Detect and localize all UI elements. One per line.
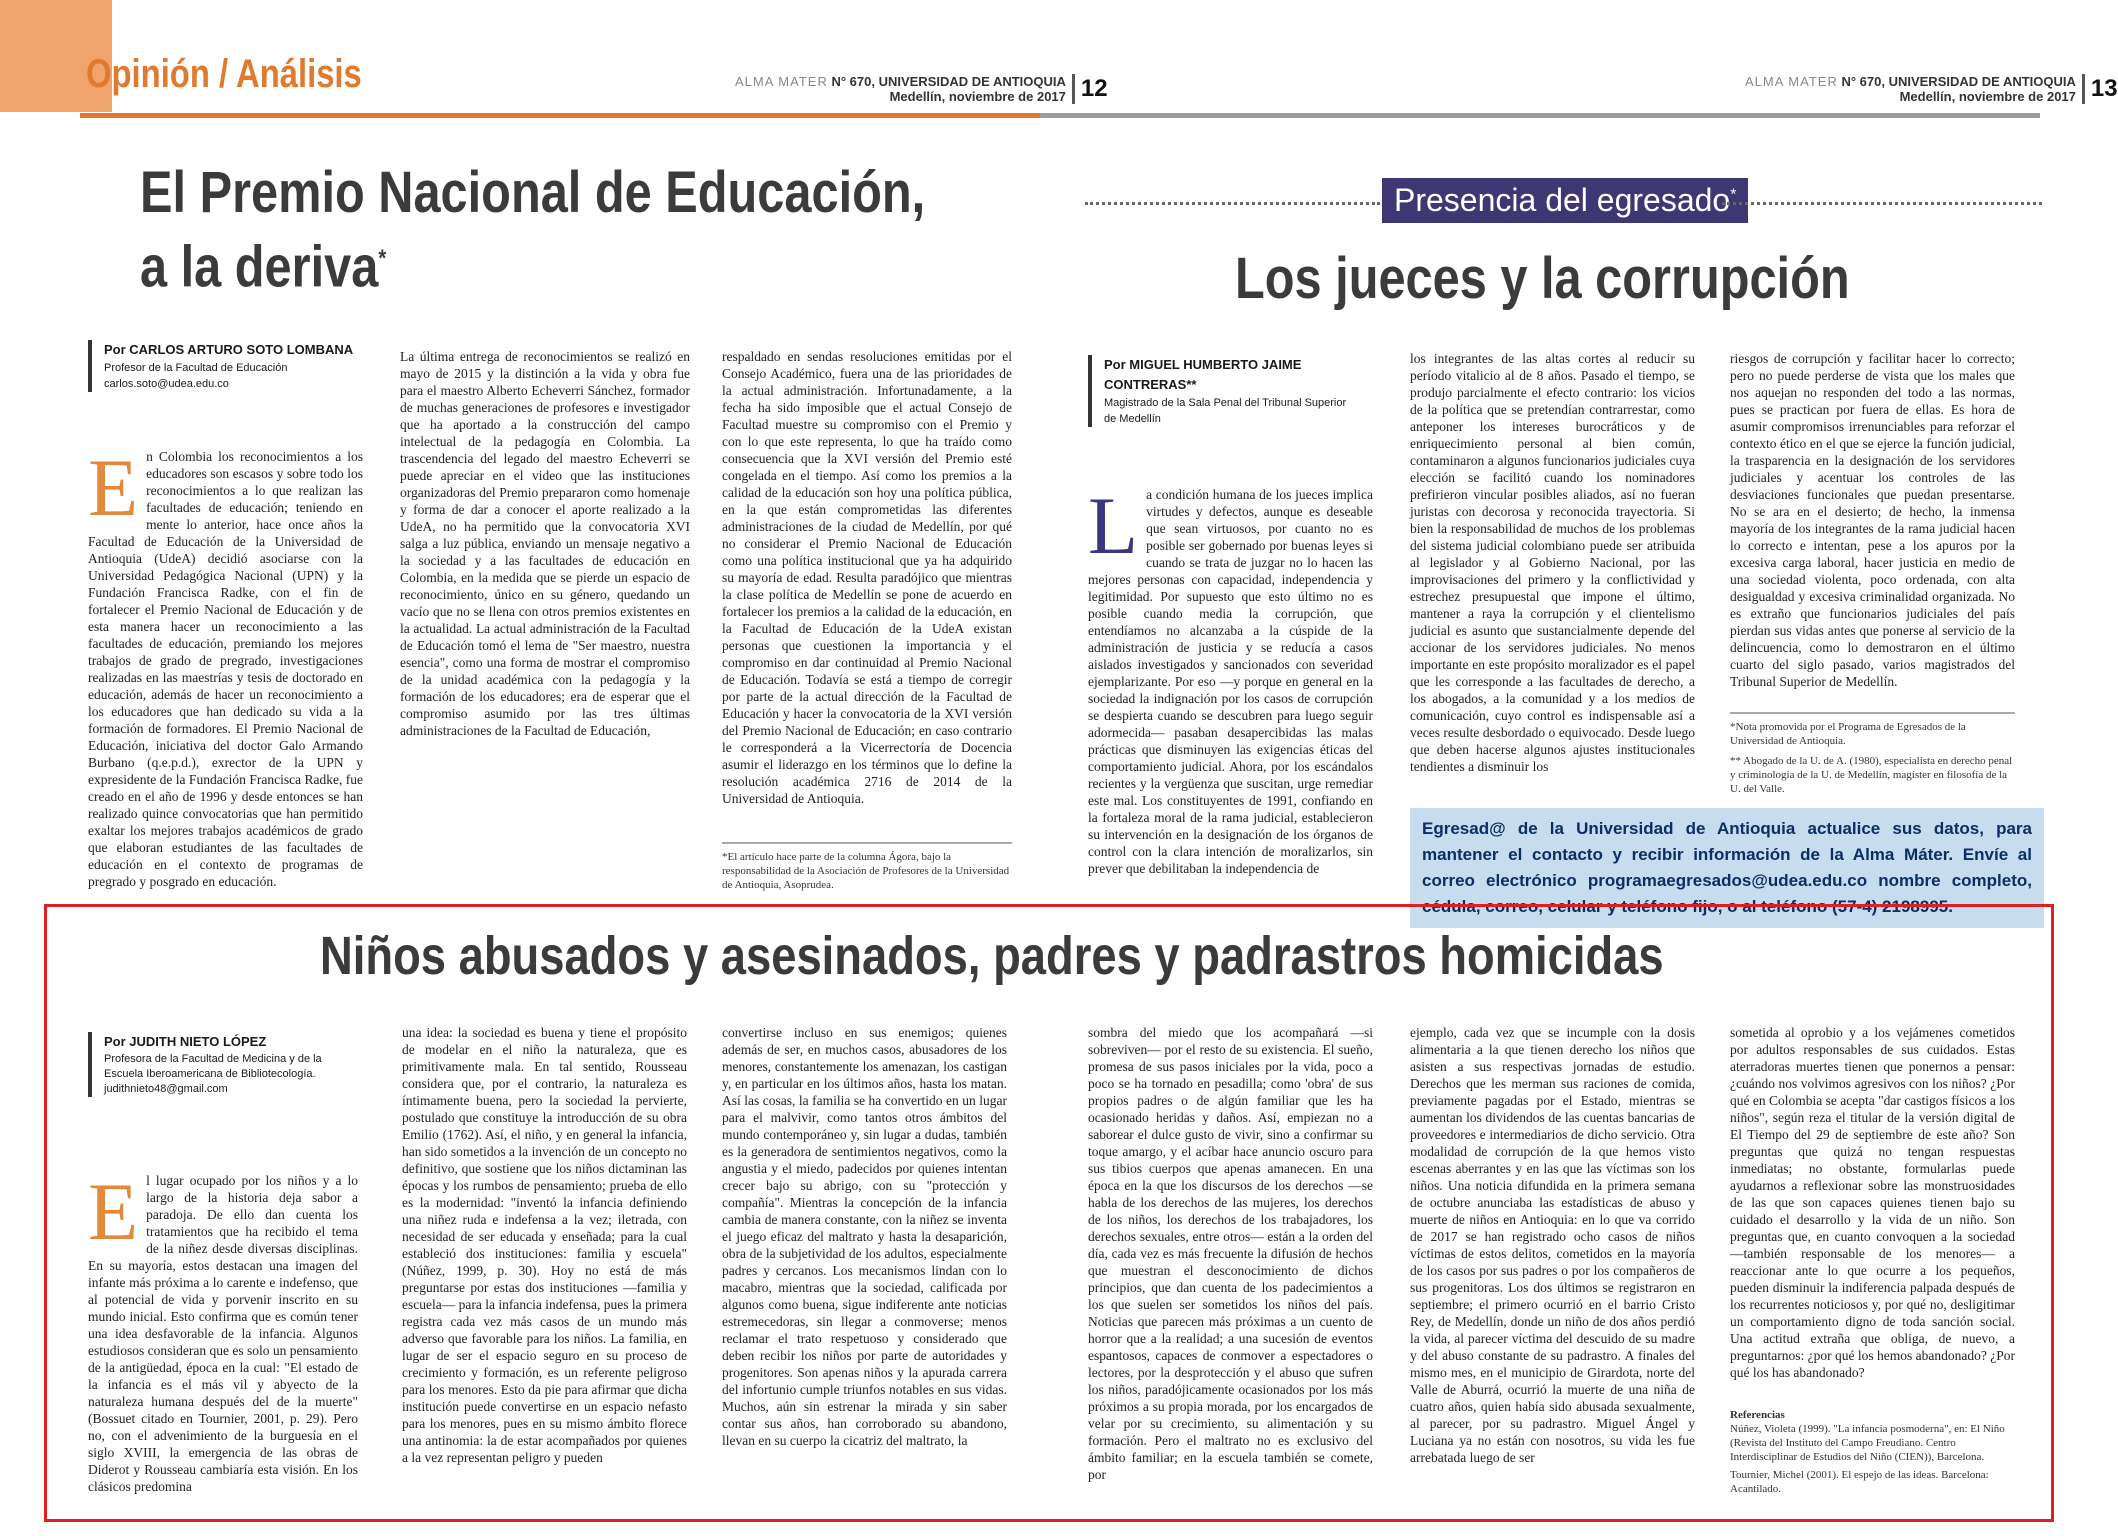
references-title: Referencias bbox=[1730, 1409, 1785, 1421]
article1-column-2 bbox=[400, 348, 690, 888]
article2-column-3 bbox=[1730, 350, 2015, 690]
article3-byline bbox=[88, 1032, 349, 1097]
column-text: n Colombia los reconocimientos a los educadores son escasos y sobre todo los reconocimientos a lo que realizan las facultades de educación; teniendo en mente lo anterior, hace once años la Facultad de Educación de la Universidad de Antioquia (UdeA) decidió asociarse con la Universidad Pedagógica Nacional (UPN) y la Fundación Francisca Radke, con el fin de fortalecer el Premio Nacional de Educación y de esta manera hacer un reconocimiento a las facultades de educación, premiando los mejores trabajos de grado de pregrado, investigaciones realizadas en las maestrías y tesis de doctorado en educación, además de hacer un reconocimiento a los educadores que han dedicado su vida a la formación de formadores. El Premio Nacional de Educación, iniciativa del doctor Galo Armando Burbano (q.e.p.d.), exrector de la UPN y expresidente de la Fundación Francisca Radke, fue creado en el año de 1996 y desde entonces se han realizado quince convocatorias que han permitido exaltar los mejores trabajos académicos de grado que elaboran estudiantes de las facultades de educación en el contexto de programas de pregrado y posgrado en educación. bbox=[88, 449, 363, 889]
kicker-footnote-mark: * bbox=[1730, 186, 1737, 204]
article3-headline: Niños abusados y asesinados, padres y padrastros homicidas bbox=[320, 926, 1664, 986]
section-title: Opinión / Análisis bbox=[86, 52, 362, 96]
article1-headline bbox=[140, 160, 925, 300]
reference-item: Tournier, Michel (2001). El espejo de las ideas. Barcelona: Acantilado. bbox=[1730, 1469, 1989, 1495]
masthead-paper: ALMA MATER bbox=[735, 74, 828, 89]
author-role: Profesora de la Facultad de Medicina y de la Escuela Iberoamericana de Bibliotecología. bbox=[104, 1053, 322, 1080]
article3-references bbox=[1730, 1408, 2015, 1496]
article1-byline bbox=[88, 340, 354, 392]
article1-footnote: *El artículo hace parte de la columna Ágora, bajo la responsabilidad de la Asociación de Profesores de la Universidad de Antioquia, Asoprudea. bbox=[722, 842, 1012, 892]
article1-column-3 bbox=[722, 348, 1012, 828]
article2-kicker bbox=[1382, 178, 1748, 223]
column-text: a condición humana de los jueces implica virtudes y defectos, aunque es deseable que sean virtuosos, por cuanto no es posible ser gobernado por buenas leyes si cuando se trata de juzgar no lo hacen las mejores personas con capacidad, independencia y legitimidad. Por supuesto que esto último no es posible cuando media la corrupción, que entendíamos no alcanzaba a la cúspide de la administración de justicia y se reducía a casos aislados investigados y sancionados con severidad ejemplarizante. Por eso —y porque en general en la sociedad la indignación por los casos de corrupción se despierta cuando se descubren para luego seguir adormecida— pasaban desapercibidas las malas prácticas que disminuyen las exigencias éticas del comportamiento judicial. Ahora, por los escándalos recientes y la vergüenza que suscitan, urge remediar este mal. Los constituyentes de 1991, confiando en la fortaleza moral de la rama judicial, establecieron su intervención en la designación de los órganos de control con la clara intención de moralizarlos, sin prever que debilitaban la independencia de bbox=[1088, 487, 1373, 876]
article3-column-2 bbox=[402, 1024, 687, 1494]
masthead-date: Medellín, noviembre de 2017 bbox=[1899, 89, 2076, 104]
author-role: Magistrado de la Sala Penal del Tribunal Superior de Medellín bbox=[1104, 397, 1347, 425]
masthead-left bbox=[735, 74, 1108, 104]
reference-item: Núñez, Violeta (1999). "La infancia posmoderna", en: El Niño (Revista del Instituto del Campo Freudiano. Centro Interdisciplinar de Estudios del Niño (CIEN)), Barcelona. bbox=[1730, 1423, 2005, 1463]
drop-cap: L bbox=[1088, 480, 1139, 571]
masthead-issue: N° 670, UNIVERSIDAD DE ANTIOQUIA bbox=[1841, 74, 2076, 89]
article3-column-6 bbox=[1730, 1024, 2015, 1400]
column-text: riesgos de corrupción y facilitar hacer lo correcto; pero no puede perderse de vista que los males que nos aquejan no responden del todo a las normas, pues se practican por fuera de ellas. Es hora de asumir compromisos irrenunciables para reforzar el contexto ético en el que se ejerce la función judicial, la trasparencia en la designación de los servidores judiciales y acentuar los controles de las desviaciones funcionales que puedan presentarse. No se ara en el desierto; de hecho, la inmensa mayoría de los integrantes de la rama judicial hacen lo correcto e intentan, pese a los apuros por la excesiva carga laboral, hacer justicia en medio de una sociedad violenta, poco ordenada, con alta desigualdad y excesiva criminalidad organizada. No es extraño que funcionarios judiciales del país pierdan sus vidas antes que ponerse al servicio de la delincuencia, como lo demostraron en el último cuarto del siglo pasado, varios magistrados del Tribunal Superior de Medellín. bbox=[1730, 351, 2015, 689]
article2-column-1 bbox=[1088, 480, 1373, 886]
footnote-2: ** Abogado de la U. de A. (1980), especialista en derecho penal y criminología de la U. de Medellín, magíster en filosofía de la U. del Valle. bbox=[1730, 755, 2013, 795]
article2-headline: Los jueces y la corrupción bbox=[1235, 246, 1850, 311]
masthead-issue: N° 670, UNIVERSIDAD DE ANTIOQUIA bbox=[831, 74, 1066, 89]
article3-column-1 bbox=[88, 1166, 358, 1494]
author-email[interactable]: judithnieto48@gmail.com bbox=[104, 1083, 228, 1095]
column-text: ejemplo, cada vez que se incumple con la dosis alimentaria a la que tienen derecho los niños que asisten a sus respectivas jornadas de estudio. Derechos que les merman sus raciones de comida, previamente pagadas por el Estado, mientras se aumentan los dividendos de las cuentas bancarias de proveedores e intermediarios de dicho servicio. Otra modalidad de corrupción de la que hemos visto escenas aberrantes y en las que las víctimas son los niños. Una noticia difundida en la primera semana de octubre anunciaba las estadísticas de abuso y muerte de niños en Antioquia: en lo que va corrido de 2017 se han registrado ocho casos de niños víctimas de estos delitos, cometidos en la mayoría de los casos por sus padres o por los compañeros de sus progenitoras. Los dos últimos se registraron en septiembre; el primero ocurrió en el barrio Cristo Rey, de Medellín, donde un niño de dos años perdió la vida, al parecer víctima del descuido de su madre y del abuso constante de su padrastro. A finales del mismo mes, en el municipio de Girardota, norte del Valle de Aburrá, ocurrió la muerte de una niña de cuatro años, quien había sido abusada sexualmente, al parecer, por su padrastro. Miguel Ángel y Luciana ya no están con nosotros, su vida les fue arrebatada luego de ser bbox=[1410, 1025, 1695, 1465]
column-text: sombra del miedo que los acompañará —si sobreviven— por el resto de su existencia. El sueño, promesa de sus pasos iniciales por la vida, poco a poco se ha tornado en pesadilla; como 'obra' de sus propios padres o de algún familiar que les ha ocasionado heridas y daños. Así, empiezan no a saborear el dulce gusto de vivir, sino a confirmar su toque amargo, y el acíbar hace anuncio oscuro para sus tibios cuerpos que apenas amanecen. En una época en la que los discursos de los derechos —se habla de los derechos de las mujeres, los derechos de los niños, los derechos de los trabajadores, los derechos sexuales, entre otros— están a la orden del día, cada vez es más frecuente la difusión de hechos que muestran el desconocimiento de dichos principios, que dan cuenta de los padecimientos a los que suelen ser sometidos los niños del país. Noticias que parecen más próximas a un cuento de horror que a la realidad; a una sucesión de eventos espantosos, capaces de conmover a espectadores o lectores, por la desprotección y el abuso que sufren los niños, paradójicamente ocasionados por los más próximos a su propia morada, por los encargados de velar por su crecimiento, su alimentación y su formación. Pero el maltrato no es exclusivo del ámbito familiar; en la escuela también se comete, por bbox=[1088, 1025, 1373, 1482]
article3-column-5 bbox=[1410, 1024, 1695, 1494]
article2-footnotes bbox=[1730, 712, 2015, 796]
headline-line-2: a la deriva bbox=[140, 234, 379, 300]
author-email[interactable]: carlos.soto@udea.edu.co bbox=[104, 378, 229, 390]
section-rule-right bbox=[1040, 113, 2040, 118]
article1-column-1 bbox=[88, 442, 363, 889]
masthead-date: Medellín, noviembre de 2017 bbox=[889, 89, 1066, 104]
page-number: 12 bbox=[1072, 74, 1108, 104]
footnote-1: *Nota promovida por el Programa de Egresados de la Universidad de Antioquia. bbox=[1730, 721, 1966, 747]
article3-column-4 bbox=[1088, 1024, 1373, 1494]
author-name: Por MIGUEL HUMBERTO JAIME CONTRERAS** bbox=[1104, 357, 1302, 392]
kicker-dotted-rule-left bbox=[1085, 202, 1380, 205]
column-text: los integrantes de las altas cortes al reducir su período vitalicio al de 8 años. Pasado el tiempo, se produjo parcialmente el efecto contrario: los vicios de la política que se pretendían contrarrestar, como anteponer los intereses burocráticos y de enriquecimiento personal al bien común, contaminaron a algunos funcionarios judiciales cuya elección se facilitó cuando los nominadores prefirieron vincular posibles aliados, así no fueran juristas con decorosa y reconocida trayectoria. Si bien la responsabilidad de muchos de los problemas del sistema judicial colombiano puede ser atribuida al legislador y al Gobierno Nacional, por las improvisaciones del primero y la conflictividad y estrechez presupuestal que impone el último, mantener a raya la corrupción y el clientelismo judicial es asunto que sustancialmente depende del accionar de los servidores judiciales. No menos importante en este propósito moralizador es el papel que les corresponde a las facultades de derecho, a los abogados, a la comunidad y a los medios de comunicación, cuyo control es indispensable así a veces resulte desbordado o equivocado. Desde luego que deben hacerse algunos ajustes institucionales tendientes a disminuir los bbox=[1410, 351, 1695, 774]
masthead-right bbox=[1745, 74, 2118, 104]
kicker-dotted-rule-right bbox=[1722, 202, 2042, 205]
page-number: 13 bbox=[2082, 74, 2118, 104]
masthead-paper: ALMA MATER bbox=[1745, 74, 1838, 89]
drop-cap: E bbox=[88, 1166, 139, 1257]
drop-cap: E bbox=[88, 442, 139, 533]
egresados-callout: Egresad@ de la Universidad de Antioquia actualice sus datos, para mantener el contacto y recibir información de la Alma Máter. Envíe al correo electrónico programaegresados@udea.edu.co nombre completo, cédula, correo, celular y teléfono fijo, o al teléfono (57-4) 2198995. bbox=[1410, 808, 2044, 928]
column-text: l lugar ocupado por los niños y a lo largo de la historia deja sabor a paradoja. De ello dan cuenta los tratamientos que ha recibido el tema de la niñez desde diversas disciplinas. En su mayoría, estos destacan una imagen del infante más próxima a lo carente e indefenso, que al potencial de vida y porvenir inscrito en su mundo inicial. Esto confirma que es común tener una idea desfavorable de la infancia. Algunos estudiosos consideran que es solo un pensamiento de la antigüedad, época en la cual: "El estado de la infancia es el más vil y abyecto de la naturaleza humana después del de la muerte" (Bossuet citado en Tournier, 2001, p. 29). Pero no, con el advenimiento de la burguesía en el siglo XVIII, la emergencia de las obras de Diderot y Rousseau cambiaría esta visión. En los clásicos predomina bbox=[88, 1173, 358, 1494]
column-text: sometida al oprobio y a los vejámenes cometidos por adultos responsables de sus cuidados. Estas aterradoras muertes tienen que ponernos a pensar: ¿cuándo nos volvimos agresivos con los niños? ¿Por qué en Colombia se acepta "dar castigos físicos a los niños", según reza el titular de la versión digital de El Tiempo del 29 de septiembre de este año? Son preguntas que quizá no tengan respuestas inmediatas; no obstante, formularlas puede ayudarnos a reflexionar sobre las monstruosidades de las que son capaces quienes tienen bajo su cuidado el desarrollo y la vida de un niño. Son preguntas que, en cuanto convoquen a la sociedad —también responsable de los menores— a reaccionar ante lo que ocurre a los pequeños, pueden disminuir la indiferencia palpada después de los recurrentes noticiosos y, por qué no, desligitimar un comportamiento digno de toda sanción social. Una actitud extraña que obliga, de nuevo, a preguntarnos: ¿por qué los hemos abandonado? ¿Por qué los has abandonado? bbox=[1730, 1025, 2015, 1380]
article2-byline bbox=[1088, 355, 1354, 427]
article3-column-3 bbox=[722, 1024, 1007, 1494]
article2-column-2 bbox=[1410, 350, 1695, 790]
column-text: respaldado en sendas resoluciones emitidas por el Consejo Académico, fuera una de las prioridades de la actual administración. Infortunadamente, a la fecha ha sido imposible que el actual Consejo de Facultad muestre su compromiso con el Premio y con lo que este representa, lo que ha traído como consecuencia que la XVI versión del Premio esté congelada en el tiempo. Así como los premios a la calidad de la educación son hoy una política pública, en la que están comprometidas las diferentes administraciones de la ciudad de Medellín, por qué no considerar el Premio Nacional de Educación como una política institucional que ya ha adquirido su mayoría de edad. Resulta paradójico que mientras la clase política de Medellín se pone de acuerdo en fortalecer los premios a la calidad de la educación, en la Facultad de Educación de la UdeA existan personas que cuestionen la importancia y el compromiso en dar continuidad al Premio Nacional de Educación. Todavía se está a tiempo de corregir por parte de la actual dirección de la Facultad de Educación y hacer la convocatoria de la XVI versión del Premio Nacional de Educación; en caso contrario le corresponderá a la Vicerrectoría de Docencia asumir el liderazgo en los términos que lo define la resolución académica 2716 de 2014 de la Universidad de Antioquia. bbox=[722, 349, 1012, 806]
column-text: convertirse incluso en sus enemigos; quienes además de ser, en muchos casos, abusadores de los menores, constantemente los amenazan, los castigan y, en particular en los últimos años, hasta los matan. Así las cosas, la familia se ha convertido en un lugar para el malvivir, como tantos otros ámbitos del mundo contemporáneo y, sin lugar a dudas, también es la generadora de sentimientos negativos, como la angustia y el miedo, padecidos por quienes intentan crecer bajo su abrigo, con su "protección y compañía". Mientras la concepción de la infancia cambia de manera constante, con la niñez se inventa el juego eficaz del maltrato y hasta la desaparición, obra de la subjetividad de los adultos, especialmente padres y cercanos. Los mecanismos lindan con lo macabro, mientras que la sociedad, calificada por algunos como buena, sigue indiferente ante noticias estremecedoras, sin llegar a conmoverse; menos reclamar el trato respetuoso y considerado que deben recibir los niños por parte de autoridades y progenitores. Son apenas niños y la apurada carrera del infortunio cumple triunfos notables en sus vidas. Muchos, aún sin estrenar la mirada y sin saber contar sus años, han corroborado su abandono, llevan en su cuerpo la cicatriz del maltrato, la bbox=[722, 1025, 1007, 1448]
headline-line-1: El Premio Nacional de Educación, bbox=[140, 160, 926, 225]
column-text: La última entrega de reconocimientos se realizó en mayo de 2015 y la distinción a la vida y obra fue para el maestro Alberto Echeverri Sánchez, formador de muchas generaciones de profesores e investigador que ha aportado a la construcción del campo intelectual de la pedagogía en Colombia. La trascendencia del legado del maestro Echeverri se puede apreciar en el video que las instituciones organizadoras del Premio prepararon como homenaje y forma de dar a conocer el aporte realizado a la UdeA, no ha permitido que la convocatoria XVI salga a luz pública, enviando un mensaje negativo a la sociedad y a las facultades de educación en Colombia, en la medida que se pierde un espacio de reconocimiento, único en su género, quedando un vacío que no se llena con otros premios existentes en la actualidad. La actual administración de la Facultad de Educación tomó el lema de "Ser maestro, nuestra esencia", como una forma de mostrar el compromiso de la unidad académica con la pedagogía y la formación de los educadores; era de esperar que el compromiso asumido por las tres últimas administraciones de la Facultad de Educación, bbox=[400, 349, 690, 738]
author-role: Profesor de la Facultad de Educación bbox=[104, 362, 288, 374]
author-name: Por CARLOS ARTURO SOTO LOMBANA bbox=[104, 342, 354, 357]
kicker-text: Presencia del egresado bbox=[1394, 182, 1731, 218]
author-name: Por JUDITH NIETO LÓPEZ bbox=[104, 1034, 267, 1049]
headline-footnote-mark: * bbox=[378, 245, 387, 272]
column-text: una idea: la sociedad es buena y tiene el propósito de modelar en el niño la naturaleza, que es primitivamente mala. En tal sentido, Rousseau considera que, por el contrario, la naturaleza es íntimamente buena, pero la sociedad la pervierte, postulado que constituye la introducción de su obra Emilio (1762). Así, el niño, y en general la infancia, han sido sometidos a la invención de un concepto no definitivo, que sostiene que los niños dictaminan las épocas y los rumbos de pensamiento; prueba de ello es la modernidad: "inventó la infancia definiendo una niñez ruda e indefensa a la vez; iletrada, con necesidad de ser educada y enseñada; para la cual estableció dos instituciones: familia y escuela" (Núñez, 1999, p. 30). Hoy no está de más preguntarse por estas dos instituciones —familia y escuela— para la infancia indefensa, pues la primera registra cada vez más casos de un mundo más adverso que favorable para los niños. La familia, en lugar de ser el espacio seguro en su proceso de crecimiento y formación, es un referente peligroso para los menores. Esto da pie para afirmar que dicha institución puede convertirse en un espacio nefasto para los menores, pues en su mismo ámbito florece una antinomia: la de estar acompañados por quienes a la vez representan peligro y pueden bbox=[402, 1025, 687, 1465]
section-rule-left bbox=[80, 113, 1040, 118]
